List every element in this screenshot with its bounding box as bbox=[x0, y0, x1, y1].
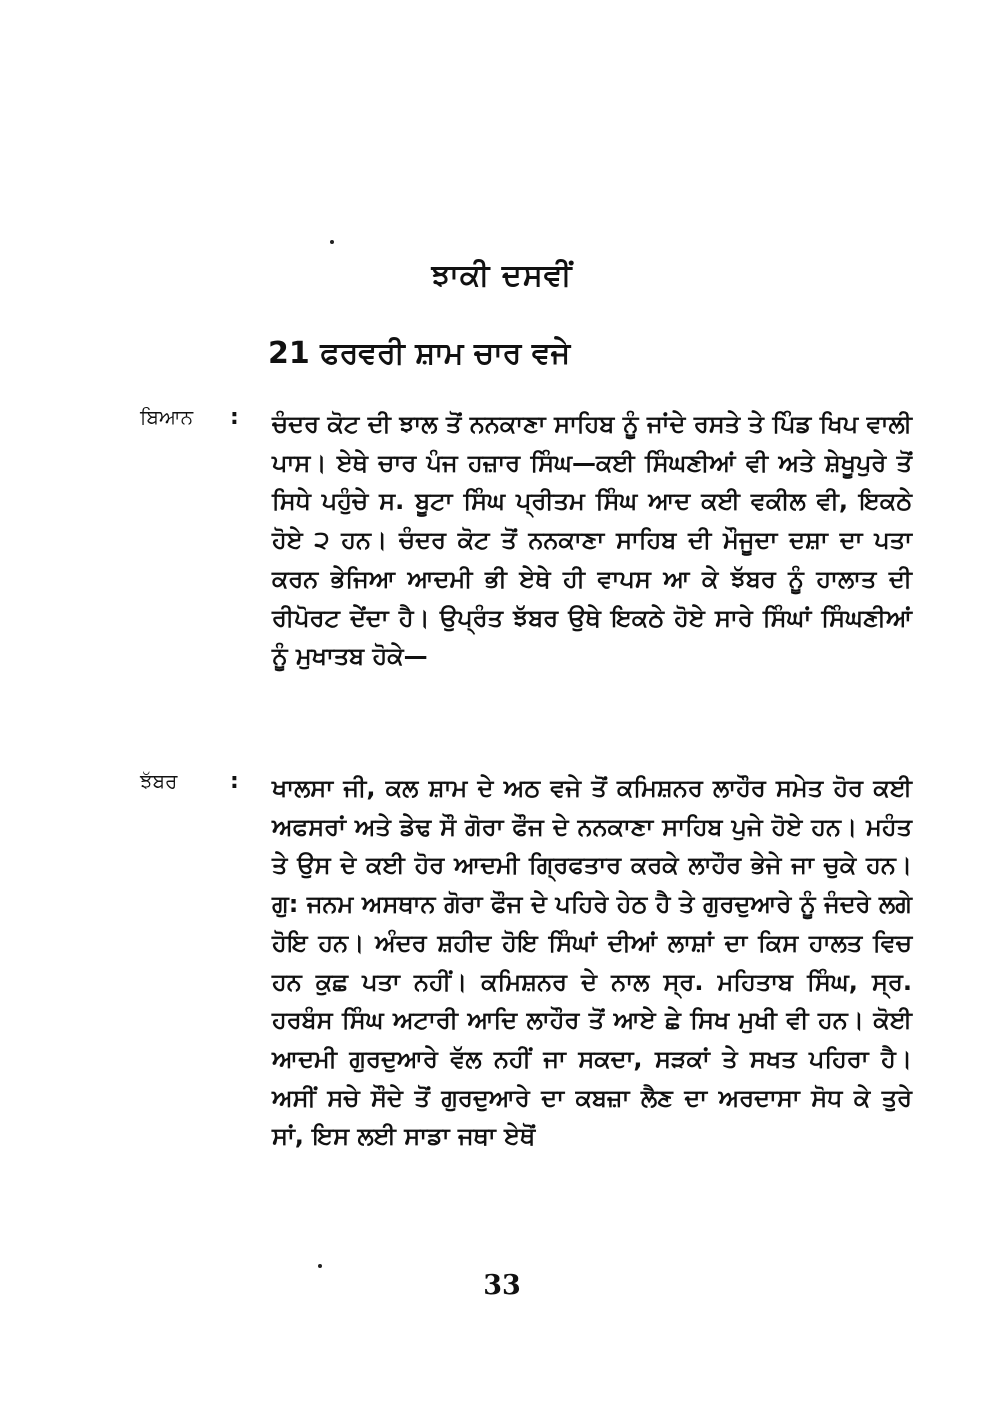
speech-text: ਖਾਲਸਾ ਜੀ, ਕਲ ਸ਼ਾਮ ਦੇ ਅਠ ਵਜੇ ਤੋਂ ਕਮਿਸ਼ਨਰ ਲਾਹੌਰ ਸਮੇਤ ਹੋਰ ਕਈ ਅਫਸਰਾਂ ਅਤੇ ਡੇਢ ਸੌ ਗੋਰਾ ਫੌਜ ਦੇ ਨਨਕਾਣਾ ਸਾਹਿਬ ਪੁਜੇ ਹੋਏ ਹਨ। ਮਹੰਤ ਤੇ ਉਸ ਦੇ ਕਈ ਹੋਰ ਆਦਮੀ ਗ੍ਰਿਫਤਾਰ ਕਰਕੇ ਲਾਹੌਰ ਭੇਜੇ ਜਾ ਚੁਕੇ ਹਨ। ਗੁ: ਜਨਮ ਅਸਥਾਨ ਗੋਰਾ ਫੌਜ ਦੇ ਪਹਿਰੇ ਹੇਠ ਹੈ ਤੇ ਗੁਰਦੁਆਰੇ ਨੂੰ ਜੰਦਰੇ ਲਗੇ ਹੋਇ ਹਨ। ਅੰਦਰ ਸ਼ਹੀਦ ਹੋਇ ਸਿੰਘਾਂ ਦੀਆਂ ਲਾਸ਼ਾਂ ਦਾ ਕਿਸ ਹਾਲਤ ਵਿਚ ਹਨ ਕੁਛ ਪਤਾ ਨਹੀਂ। ਕਮਿਸ਼ਨਰ ਦੇ ਨਾਲ ਸ੍ਰ. ਮਹਿਤਾਬ ਸਿੰਘ, ਸ੍ਰ. ਹਰਬੰਸ ਸਿੰਘ ਅਟਾਰੀ ਆਦਿ ਲਾਹੌਰ ਤੋਂ ਆਏ ਛੇ ਸਿਖ ਮੁਖੀ ਵੀ ਹਨ। ਕੋਈ ਆਦਮੀ ਗੁਰਦੁਆਰੇ ਵੱਲ ਨਹੀਂ ਜਾ ਸਕਦਾ, ਸੜਕਾਂ ਤੇ ਸਖਤ ਪਹਿਰਾ ਹੈ। ਅਸੀਂ ਸਚੇ ਸੌਦੇ ਤੋਂ ਗੁਰਦੁਆਰੇ ਦਾ ਕਬਜ਼ਾ ਲੈਣ ਦਾ ਅਰਦਾਸਾ ਸੋਧ ਕੇ ਤੁਰੇ ਸਾਂ, ਇਸ ਲਈ ਸਾਡਾ ਜਥਾ ਏਥੋਂ bbox=[272, 774, 912, 1151]
print-speck bbox=[330, 240, 334, 244]
speaker-separator: : bbox=[230, 405, 239, 430]
scene-heading: 21 ਫਰਵਰੀ ਸ਼ਾਮ ਚਾਰ ਵਜੇ bbox=[268, 336, 571, 371]
page-number: 33 bbox=[483, 1270, 521, 1301]
speaker-label: ਬਿਆਨ bbox=[140, 405, 194, 429]
speech-text: ਚੰਦਰ ਕੋਟ ਦੀ ਝਾਲ ਤੋਂ ਨਨਕਾਣਾ ਸਾਹਿਬ ਨੂੰ ਜਾਂਦੇ ਰਸਤੇ ਤੇ ਪਿੰਡ ਖਿਪ ਵਾਲੀ ਪਾਸ। ਏਥੇ ਚਾਰ ਪੰਜ ਹਜ਼ਾਰ ਸਿੰਘ—ਕਈ ਸਿੰਘਣੀਆਂ ਵੀ ਅਤੇ ਸ਼ੇਖੂਪੁਰੇ ਤੋਂ ਸਿਧੇ ਪਹੁੰਚੇ ਸ. ਬੂਟਾ ਸਿੰਘ ਪ੍ਰੀਤਮ ਸਿੰਘ ਆਦ ਕਈ ਵਕੀਲ ਵੀ, ਇਕਠੇ ਹੋਏ ੨ ਹਨ। ਚੰਦਰ ਕੋਟ ਤੋਂ ਨਨਕਾਣਾ ਸਾਹਿਬ ਦੀ ਮੌਜੂਦਾ ਦਸ਼ਾ ਦਾ ਪਤਾ ਕਰਨ ਭੇਜਿਆ ਆਦਮੀ ਭੀ ਏਥੇ ਹੀ ਵਾਪਸ ਆ ਕੇ ਝੱਬਰ ਨੂੰ ਹਾਲਾਤ ਦੀ ਰੀਪੋਰਟ ਦੇਂਦਾ ਹੈ। ਉਪ੍ਰੰਤ ਝੱਬਰ ਉਥੇ ਇਕਠੇ ਹੋਏ ਸਾਰੇ ਸਿੰਘਾਂ ਸਿੰਘਣੀਆਂ ਨੂੰ ਮੁਖਾਤਬ ਹੋਕੇ— bbox=[272, 410, 912, 671]
speaker-separator: : bbox=[230, 769, 239, 794]
print-speck bbox=[318, 1264, 322, 1268]
chapter-title: ਝਾਕੀ ਦਸਵੀਂ bbox=[431, 258, 573, 293]
speaker-label: ਝੱਬਰ bbox=[140, 769, 178, 793]
